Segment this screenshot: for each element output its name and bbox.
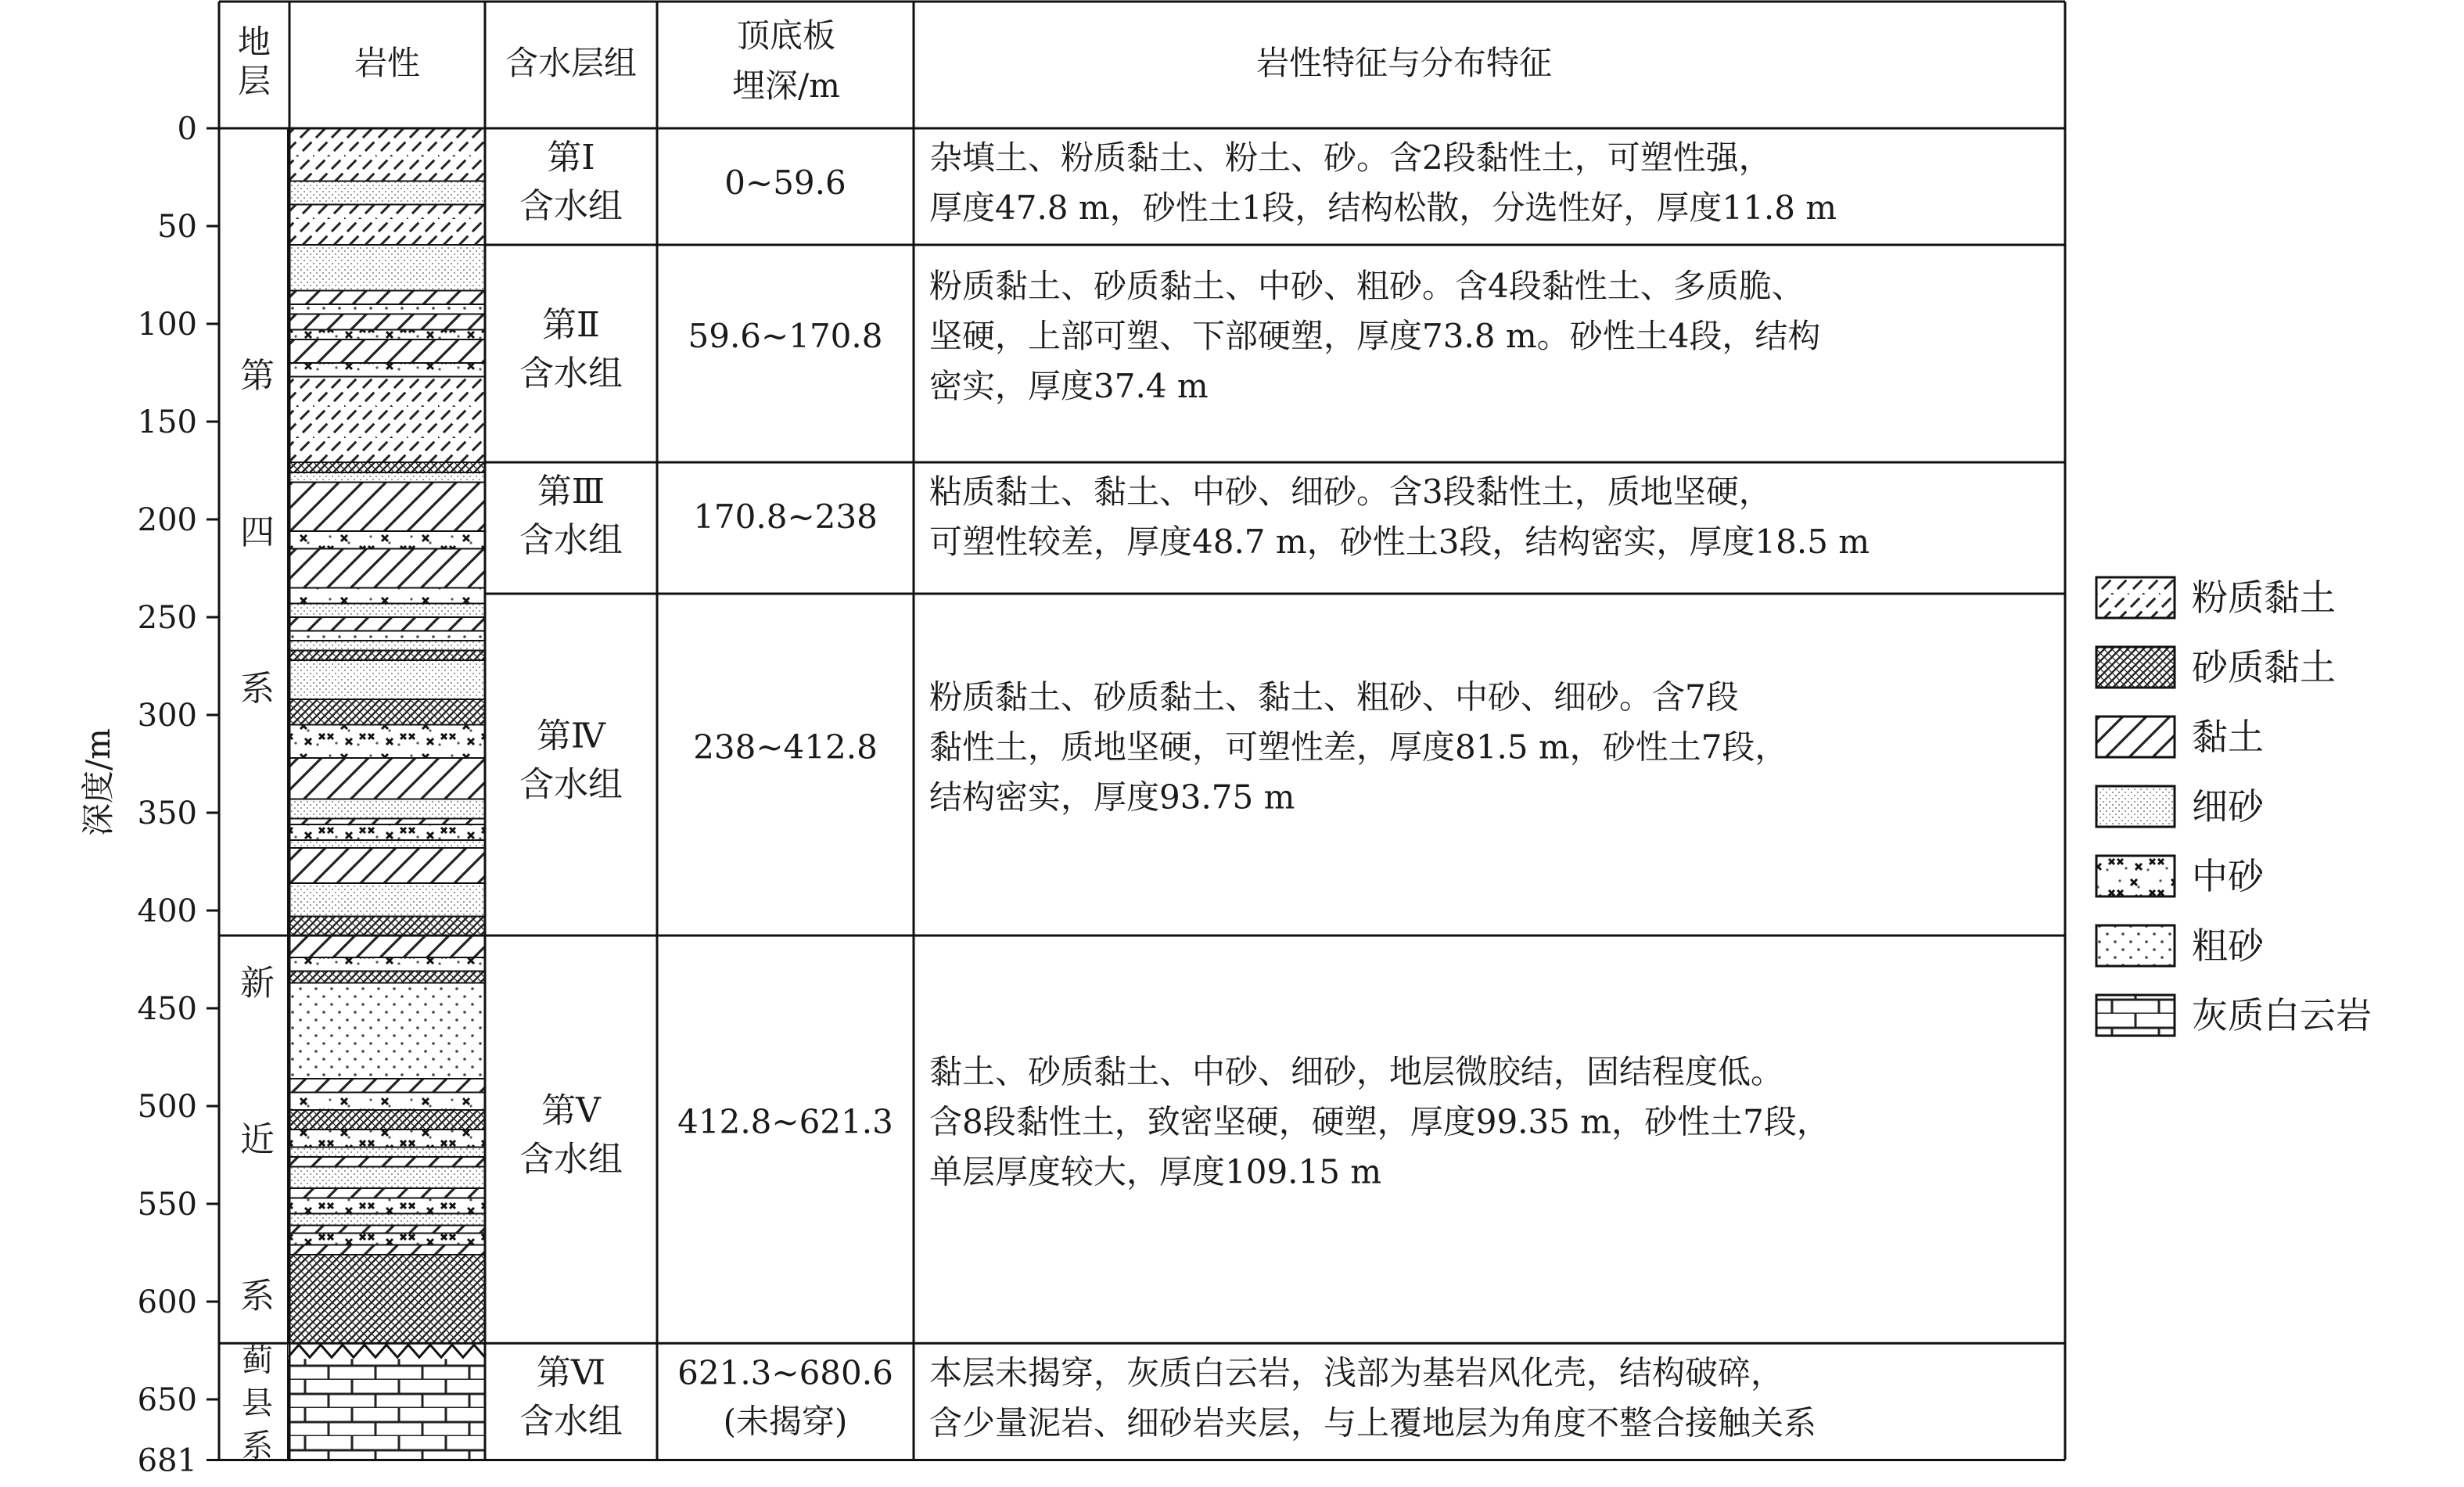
lith-layer-fine-sand [288,245,485,291]
depth-tick-label: 300 [137,698,197,734]
lith-layer-medium-sand [288,1130,485,1148]
lith-layer-clay [288,314,485,330]
lith-layer-clay [288,1157,485,1167]
lith-layer-clay [288,1226,485,1234]
lith-layer-coarse-sand [288,983,485,1079]
lith-layer-clay [288,617,485,631]
legend-label: 粗砂 [2192,925,2264,967]
lith-layer-coarse-sand [288,631,485,641]
lith-layer-medium-sand [288,1093,485,1111]
lithology-column [288,128,485,1460]
lith-layer-dolomite [288,1343,485,1460]
legend-swatch-sandy-clay [2096,647,2175,688]
depth-tick-label: 500 [137,1089,197,1125]
aquifer-description-line: 黏土、砂质黏土、中砂、细砂，地层微胶结，固结程度低。 [929,1052,1784,1091]
depth-tick-label: 200 [137,502,197,538]
aquifer-description-line: 黏性土，质地坚硬，可塑性差，厚度81.5 m，砂性土7段， [929,727,1788,767]
aquifer-description-line: 含少量泥岩、细砂岩夹层，与上覆地层为角度不整合接触关系 [929,1403,1817,1442]
lith-layer-fine-sand [288,1167,485,1189]
lith-layer-silty-clay [288,377,485,463]
aquifer-depth-range: 170.8~238 [693,497,878,536]
depth-tick-label: 650 [137,1382,197,1418]
stratum-label-char: 近 [240,1119,275,1160]
aquifer-description-line: 结构密实，厚度93.75 m [929,778,1295,817]
lith-layer-silty-clay [288,128,485,181]
aquifer-group-name: 第Ⅰ [547,138,595,178]
legend-label: 细砂 [2192,785,2264,828]
depth-axis-label: 深度/m [79,728,117,836]
aquifer-group-name: 含水组 [519,354,623,393]
depth-tick-label: 0 [177,111,197,147]
aquifer-description-line: 可塑性较差，厚度48.7 m，砂性土3段，结构密实，厚度18.5 m [929,523,1870,561]
legend-swatch-clay [2096,717,2175,757]
stratum-label-char: 县 [242,1385,273,1421]
aquifer-description-line: 杂填土、粉质黏土、粉土、砂。含2段黏性土，可塑性强， [929,138,1772,177]
header-stratum-char-1: 地 [237,23,271,61]
lith-layer-fine-sand [288,660,485,699]
lith-layer-medium-sand [288,1234,485,1245]
aquifer-group-name: 第Ⅱ [542,305,600,345]
aquifer-description-line: 坚硬，上部可塑、下部硬塑，厚度73.8 m。砂性土4段，结构 [929,317,1821,355]
lith-layer-fine-sand [288,1214,485,1226]
legend-label: 砂质黏土 [2192,646,2336,688]
header-depth-line-2: 埋深/m [732,66,840,105]
lith-layer-clay [288,819,485,825]
aquifer-description-line: 厚度47.8 m，砂性土1段，结构松散，分选性好，厚度11.8 m [929,189,1837,227]
depth-tick-label: 150 [137,404,197,440]
depth-tick-label: 400 [137,893,197,929]
legend-label: 粉质黏土 [2192,576,2336,619]
legend-swatch-silty-clay [2096,577,2175,618]
aquifer-group-name: 含水组 [519,1401,623,1442]
stratum-label-char: 系 [240,1276,275,1316]
depth-tick-label: 350 [137,796,197,831]
lith-layer-clay [288,1245,485,1255]
lith-layer-sandy-clay [288,972,485,983]
lith-layer-clay [288,1188,485,1198]
lith-layer-clay [288,848,485,883]
lith-layer-fine-sand [288,883,485,917]
lith-layer-fine-sand [288,181,485,205]
aquifer-depth-range: 621.3~680.6 [677,1353,893,1392]
header-features: 岩性特征与分布特征 [1255,44,1553,82]
legend-label: 中砂 [2192,855,2264,897]
lith-layer-coarse-sand [288,304,485,314]
stratum-label-char: 新 [240,963,275,1004]
legend [2096,576,2372,1036]
aquifer-description-line: 单层厚度较大，厚度109.15 m [929,1152,1382,1191]
aquifer-depth-range: 59.6~170.8 [688,317,883,355]
stratum-label-char: 第 [240,356,275,396]
stratum-label-char: 四 [240,512,275,552]
lith-layer-sandy-clay [288,462,485,472]
aquifer-group-name: 含水组 [519,1139,623,1180]
aquifer-description-line: 密实，厚度37.4 m [929,367,1209,405]
aquifer-group-name: 第Ⅵ [536,1352,606,1393]
lith-layer-fine-sand [288,799,485,819]
lith-layer-silty-clay [288,205,485,246]
lith-layer-clay [288,1079,485,1093]
depth-tick-label: 450 [137,991,197,1027]
lith-layer-fine-sand [288,840,485,848]
aquifer-depth-range: 412.8~621.3 [677,1102,893,1141]
lith-layer-fine-sand [288,1148,485,1158]
legend-swatch-dolomite [2096,995,2175,1036]
legend-swatch-fine-sand [2096,786,2175,827]
strata-labels [240,356,275,1464]
header-lithology: 岩性 [354,44,421,82]
lith-layer-fine-sand [288,604,485,618]
aquifer-description-line: 粉质黏土、砂质黏土、中砂、粗砂。含4段黏性土、多质脆、 [929,267,1805,305]
header-stratum-char-2: 层 [237,62,271,100]
depth-tick-label: 50 [157,209,197,245]
lith-layer-medium-sand [288,363,485,377]
aquifer-depth-range: 238~412.8 [693,727,878,767]
aquifer-group-rows [519,138,1870,1442]
lith-layer-clay [288,291,485,305]
aquifer-group-name: 第Ⅳ [537,716,605,756]
lith-layer-clay [288,549,485,588]
aquifer-group-name: 第Ⅴ [541,1090,601,1131]
aquifer-group-name: 含水组 [519,186,623,226]
lith-layer-medium-sand [288,824,485,840]
header-aquifer-group: 含水层组 [505,44,638,82]
lith-layer-medium-sand [288,531,485,549]
lith-layer-fine-sand [288,472,485,483]
lith-layer-sandy-clay [288,699,485,725]
aquifer-group-name: 第Ⅲ [537,472,605,512]
legend-swatch-coarse-sand [2096,925,2175,966]
lith-layer-medium-sand [288,1198,485,1214]
depth-tick-label: 681 [137,1442,197,1479]
stratum-label-char: 蓟 [242,1342,273,1379]
lith-layer-medium-sand [288,588,485,604]
legend-swatch-medium-sand [2096,856,2175,896]
depth-tick-label: 100 [137,307,197,343]
aquifer-description-line: 本层未揭穿，灰质白云岩，浅部为基岩风化壳，结构破碎， [929,1353,1784,1392]
legend-label: 黏土 [2192,716,2264,758]
stratum-label-char: 系 [240,669,275,709]
lith-layer-medium-sand [288,957,485,972]
depth-tick-label: 600 [137,1284,197,1320]
aquifer-group-name: 含水组 [519,520,623,560]
depth-tick-label: 550 [137,1187,197,1223]
lith-layer-medium-sand [288,330,485,340]
aquifer-description-line: 粉质黏土、砂质黏土、黏土、粗砂、中砂、细砂。含7段 [929,677,1739,717]
legend-label: 灰质白云岩 [2192,994,2372,1036]
lith-layer-sandy-clay [288,917,485,936]
aquifer-depth-note: (未揭穿) [723,1402,848,1441]
aquifer-group-name: 含水组 [519,764,623,805]
lith-layer-sandy-clay [288,651,485,661]
lith-layer-clay [288,936,485,957]
lith-layer-fine-sand [288,641,485,651]
aquifer-depth-range: 0~59.6 [724,163,846,202]
header-depth-line-1: 顶底板 [736,16,836,55]
lith-layer-clay [288,758,485,799]
aquifer-description-line: 含8段黏性土，致密坚硬，硬塑，厚度99.35 m，砂性土7段， [929,1102,1830,1141]
depth-tick-label: 250 [137,600,197,636]
depth-axis [138,111,219,1479]
stratum-label-char: 系 [242,1428,273,1464]
lith-layer-clay [288,483,485,532]
lith-layer-medium-sand [288,725,485,759]
lith-layer-sandy-clay [288,1110,485,1130]
aquifer-description-line: 粘质黏土、黏土、中砂、细砂。含3段黏性土，质地坚硬， [929,472,1772,511]
lith-layer-sandy-clay [288,1255,485,1343]
lith-layer-clay [288,339,485,363]
